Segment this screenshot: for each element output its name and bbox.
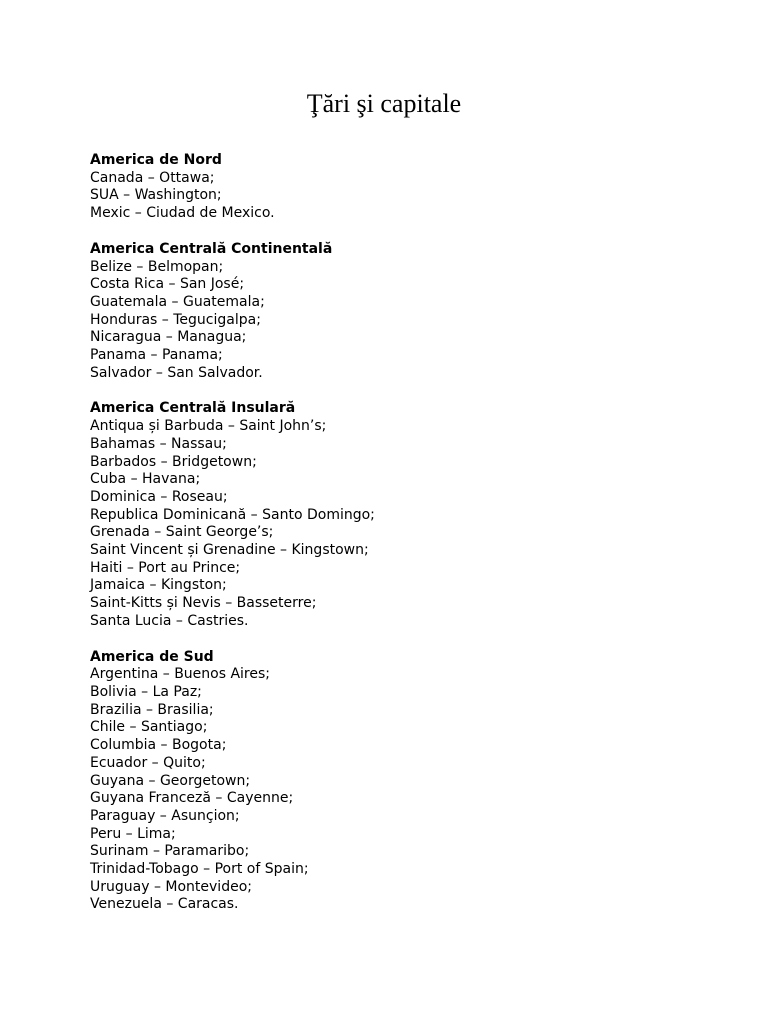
country-capital-entry: Bahamas – Nassau; (90, 435, 227, 452)
country-capital-entry: Canada – Ottawa; (90, 169, 215, 186)
section-america-de-sud (90, 649, 710, 915)
country-capital-entry: Mexic – Ciudad de Mexico. (90, 205, 275, 222)
country-capital-entry: Peru – Lima; (90, 825, 176, 842)
country-capital-entry: Guatemala – Guatemala; (90, 293, 265, 310)
section-america-centrala-continentala (90, 241, 710, 383)
country-capital-entry: Uruguay – Montevideo; (90, 878, 252, 895)
country-capital-entry: Antiqua și Barbuda – Saint John’s; (90, 418, 327, 435)
country-capital-entry: Haiti – Port au Prince; (90, 559, 241, 576)
section-heading: America Centrală Continentală (90, 240, 333, 257)
section-heading: America de Sud (90, 648, 214, 665)
country-capital-entry: Belize – Belmopan; (90, 258, 224, 275)
country-capital-entry: Dominica – Roseau; (90, 488, 228, 505)
country-capital-entry: Ecuador – Quito; (90, 754, 206, 771)
country-capital-entry: Costa Rica – San José; (90, 276, 245, 293)
country-capital-entry: Guyana – Georgetown; (90, 772, 251, 789)
section-america-de-nord (90, 152, 710, 223)
country-capital-entry: Bolivia – La Paz; (90, 683, 202, 700)
country-capital-entry: Brazilia – Brasilia; (90, 701, 214, 718)
country-capital-entry: Paraguay – Asunçion; (90, 807, 240, 824)
country-capital-entry: Chile – Santiago; (90, 719, 208, 736)
page-title: Ţări şi capitale (306, 89, 462, 118)
country-capital-entry: Grenada – Saint George’s; (90, 524, 274, 541)
country-capital-entry: Panama – Panama; (90, 347, 223, 364)
country-capital-entry: Cuba – Havana; (90, 471, 201, 488)
document-body (90, 152, 710, 932)
country-capital-entry: Trinidad-Tobago – Port of Spain; (90, 861, 309, 878)
country-capital-entry: Republica Dominicană – Santo Domingo; (90, 506, 375, 523)
country-capital-entry: Santa Lucia – Castries. (90, 612, 249, 629)
country-capital-entry: Jamaica – Kingston; (90, 577, 227, 594)
country-capital-entry: Saint Vincent și Grenadine – Kingstown; (90, 542, 369, 559)
country-capital-entry: Venezuela – Caracas. (90, 896, 239, 913)
country-capital-entry: Surinam – Paramaribo; (90, 843, 250, 860)
section-heading: America Centrală Insulară (90, 400, 296, 417)
section-heading: America de Nord (90, 152, 222, 168)
country-capital-entry: Nicaragua – Managua; (90, 329, 247, 346)
country-capital-entry: Honduras – Tegucigalpa; (90, 311, 261, 328)
country-capital-entry: SUA – Washington; (90, 187, 222, 204)
country-capital-entry: Argentina – Buenos Aires; (90, 666, 271, 683)
section-america-centrala-insulara (90, 400, 710, 630)
country-capital-entry: Saint-Kitts și Nevis – Basseterre; (90, 595, 317, 612)
country-capital-entry: Salvador – San Salvador. (90, 364, 263, 381)
country-capital-entry: Guyana Franceză – Cayenne; (90, 790, 294, 807)
country-capital-entry: Columbia – Bogota; (90, 737, 227, 754)
country-capital-entry: Barbados – Bridgetown; (90, 453, 257, 470)
